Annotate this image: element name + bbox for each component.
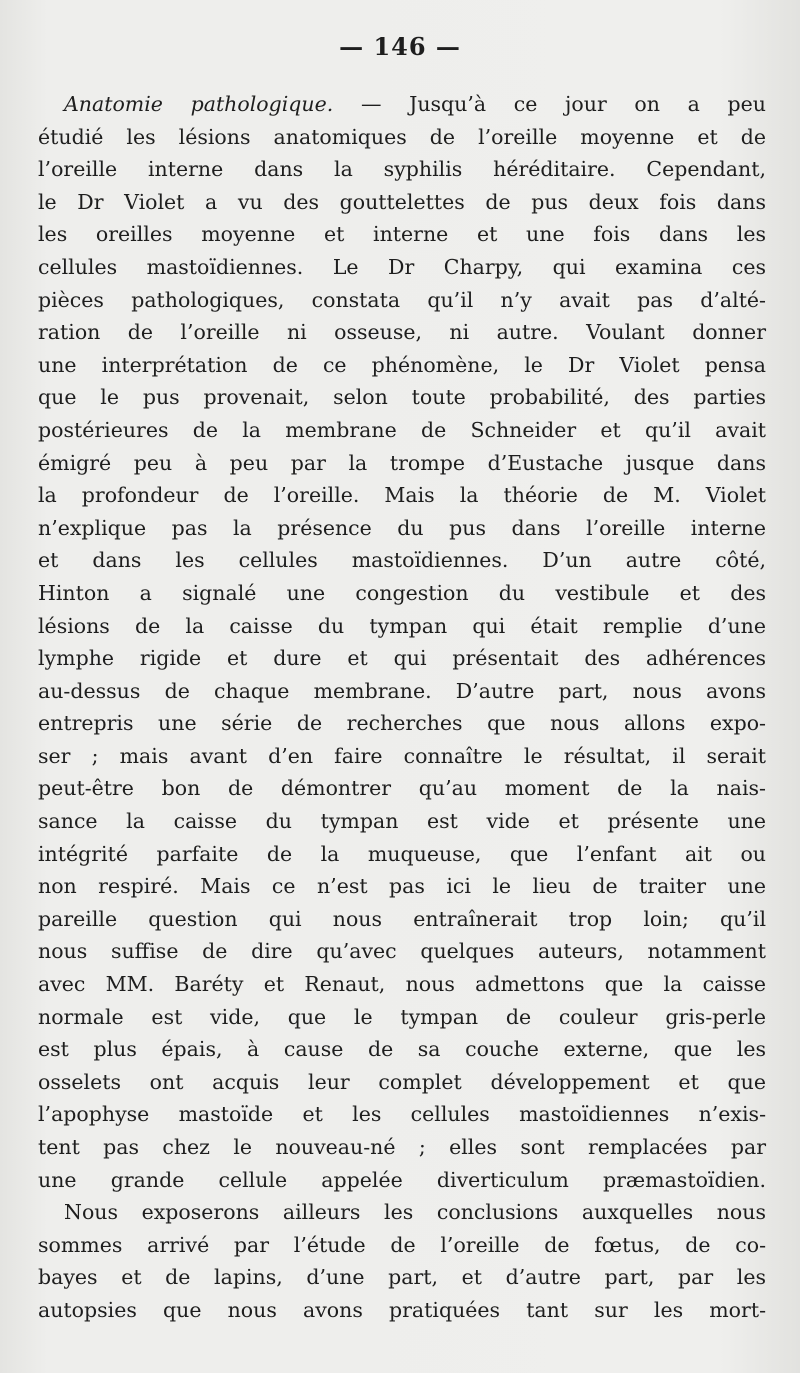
text-line: osselets ont acquis leur complet développement et que bbox=[38, 1069, 766, 1094]
text-line: sance la caisse du tympan est vide et présente une bbox=[38, 809, 766, 834]
text-line: et dans les cellules mastoïdiennes. D’un autre côté, bbox=[38, 548, 766, 573]
text-line: une interprétation de ce phénomène, le Dr Violet pensa bbox=[38, 352, 766, 377]
text-line: l’apophyse mastoïde et les cellules mastoïdiennes n’exis- bbox=[38, 1102, 766, 1127]
section-heading: Anatomie pathologique. bbox=[64, 92, 334, 116]
text-line: le Dr Violet a vu des gouttelettes de pus deux fois dans bbox=[38, 189, 766, 214]
text-line: pièces pathologiques, constata qu’il n’y avait pas d’alté- bbox=[38, 287, 766, 312]
text-line: est plus épais, à cause de sa couche externe, que les bbox=[38, 1037, 766, 1062]
text-line: émigré peu à peu par la trompe d’Eustache jusque dans bbox=[38, 450, 766, 475]
page-number: — 146 — bbox=[339, 32, 461, 61]
text-line: lymphe rigide et dure et qui présentait des adhérences bbox=[38, 646, 766, 671]
text-line: au-dessus de chaque membrane. D’autre part, nous avons bbox=[38, 678, 766, 703]
text-line: bayes et de lapins, d’une part, et d’autre part, par les bbox=[38, 1265, 766, 1290]
text-line: postérieures de la membrane de Schneider et qu’il avait bbox=[38, 417, 766, 442]
text-line: intégrité parfaite de la muqueuse, que l’enfant ait ou bbox=[38, 841, 766, 866]
text-line: normale est vide, que le tympan de couleur gris-perle bbox=[38, 1004, 766, 1029]
text-line: une grande cellule appelée diverticulum præmastoïdien. bbox=[38, 1167, 766, 1192]
text-line: nous suffise de dire qu’avec quelques auteurs, notamment bbox=[38, 939, 766, 964]
text-line: Nous exposerons ailleurs les conclusions auxquelles nous bbox=[64, 1200, 766, 1225]
text-line: ser ; mais avant d’en faire connaître le résultat, il serait bbox=[38, 743, 766, 768]
text-line-content: — Jusqu’à ce jour on a peu bbox=[333, 92, 766, 116]
text-line: les oreilles moyenne et interne et une fois dans les bbox=[38, 222, 766, 247]
text-line: lésions de la caisse du tympan qui était remplie d’une bbox=[38, 613, 766, 638]
text-line: entrepris une série de recherches que nous allons expo- bbox=[38, 711, 766, 736]
text-line: ration de l’oreille ni osseuse, ni autre. Voulant donner bbox=[38, 320, 766, 345]
text-line: autopsies que nous avons pratiquées tant sur les mort- bbox=[38, 1297, 766, 1322]
text-line: n’explique pas la présence du pus dans l’oreille interne bbox=[38, 515, 766, 540]
text-line: cellules mastoïdiennes. Le Dr Charpy, qui examina ces bbox=[38, 254, 766, 279]
text-line: que le pus provenait, selon toute probabilité, des parties bbox=[38, 385, 766, 410]
text-line: non respiré. Mais ce n’est pas ici le lieu de traiter une bbox=[38, 874, 766, 899]
text-line: pareille question qui nous entraînerait trop loin; qu’il bbox=[38, 906, 766, 931]
body-paragraph bbox=[38, 88, 766, 1327]
text-line: avec MM. Baréty et Renaut, nous admettons que la caisse bbox=[38, 972, 766, 997]
text-line: Hinton a signalé une congestion du vestibule et des bbox=[38, 580, 766, 605]
text-line: sommes arrivé par l’étude de l’oreille de fœtus, de co- bbox=[38, 1232, 766, 1257]
text-line: étudié les lésions anatomiques de l’oreille moyenne et de bbox=[38, 124, 766, 149]
text-line: l’oreille interne dans la syphilis héréditaire. Cependant, bbox=[38, 157, 766, 182]
text-line: la profondeur de l’oreille. Mais la théorie de M. Violet bbox=[38, 483, 766, 508]
text-line: tent pas chez le nouveau-né ; elles sont remplacées par bbox=[38, 1135, 766, 1159]
text-line bbox=[38, 88, 766, 121]
text-line: peut-être bon de démontrer qu’au moment de la nais- bbox=[38, 776, 766, 801]
